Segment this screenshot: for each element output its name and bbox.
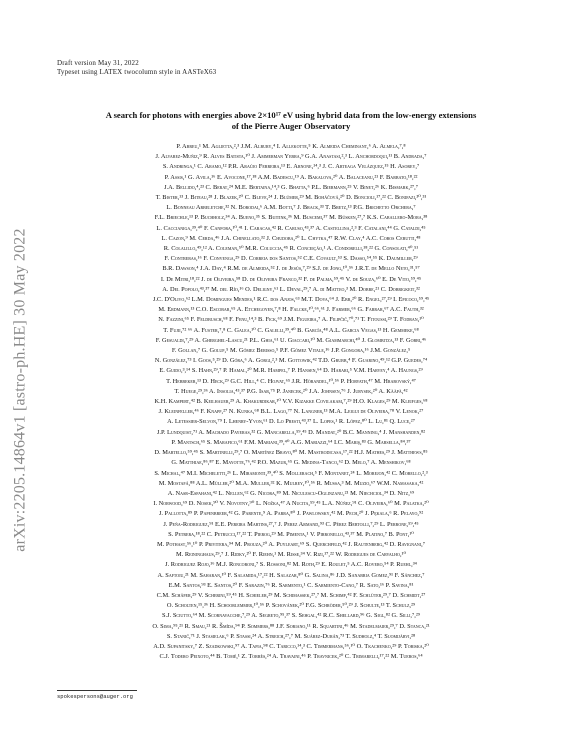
author-line: M. Pothast,⁵⁶,¹⁰ P. Privitera,⁹⁴ M. Prouza,²⁰ A. Puyleart,⁶⁹ S. Querchfeld,⁴² J. Rautenberg,⁴² D. Ravignani,⁷ xyxy=(157,540,425,548)
author-line: O. Sima,⁹⁵,²¹ R. Smau,²¹ R. Šmída,⁹⁴ P. Sommers,⁸⁸ J.F. Soriano,¹¹ R. Squartini,⁴⁶ M. Stadelmaier,²⁹,⁷ D. Stanca,²¹ xyxy=(152,622,430,630)
footnote-email: spokespersons@auger.org xyxy=(57,693,133,700)
author-line: G. Matthiae,⁸⁶,⁸⁷ E. Mayotte,⁷⁶,⁴² P.O. Mazur,⁶⁵ G. Medina-Tanco,⁶² D. Melo,⁷ A. Menshikov,⁶⁸ xyxy=(171,459,411,467)
author-line: S. Andringa,¹ C. Aramo,¹² P.R. Araújo Ferreira,¹³ E. Arnone,¹⁴,³ J. C. Arteaga Velázquez,¹⁵ H. Asorey,⁷ xyxy=(162,163,420,171)
author-line: J. Kleinfeller,⁴⁶ F. Knapp,²⁷ N. Kunka,⁶⁸ B.L. Lago,⁷⁷ N. Langner,¹³ M.A. Leigui de Oliveira,⁷⁸ V. Lenok,²⁷ xyxy=(158,408,424,416)
author-line: F.L. Briechle,¹³ P. Buchholz,³⁴ A. Bueno,³⁵ S. Buitink,³⁶ M. Buscemi,³⁷ M. Büsken,²⁷,⁷ K.S. Caballero-Mora,³⁸ xyxy=(154,214,428,222)
author-line: N. González,⁷³ I. Goos,⁵,²⁹ D. Góra,⁶ A. Gorgi,²,³ M. Gottowik,⁴² T.D. Grubb,⁴ F. Guarino,⁴⁹,¹² G.P. Guedes,⁷⁴ xyxy=(154,357,428,365)
author-line: T. Fujii,⁷² ⁶⁶ A. Fuster,⁷,⁸ C. Galea,¹⁰ C. Galelli,³⁹,⁴⁰ B. García,⁴⁸ A.L. Garcia Vegas,¹³ H. Gemmeke,⁶⁸ xyxy=(163,326,419,334)
author-line: S. Petrera,¹⁸,²² C. Petrucci,¹⁷,²² T. Pierog,²⁹ M. Pimenta,¹ V. Pirronello,⁴³,³⁷ M. Platino,⁷ B. Pont,¹⁰ xyxy=(168,530,414,538)
author-line: S. Michal,⁴⁷ M.I. Micheletti,²⁶ L. Miramonti,³⁹,⁴⁰ S. Mollerach,⁵ F. Montanet,²⁴ L. Morejon,⁴² C. Morello,²,³ xyxy=(154,469,428,477)
author-line: M. Mostafá,⁸⁸ A.L. Müller,²⁰ M.A. Muller,³² K. Mulrey,¹⁰,⁵⁶ R. Mussa,³ M. Muzio,⁶⁷ W.M. Namasaka,⁴² xyxy=(158,479,424,487)
author-line: F. Gesualdi,⁷,²⁹ A. Gherghel-Lascu,²¹ P.L. Ghia,⁶¹ U. Giaccari,¹⁰ M. Giammarchi,⁴⁰ J. Glombitza,¹³ F. Gobbi,⁴⁶ xyxy=(155,336,427,344)
author-line: J.C. D'Olivo,⁶² L.M. Domingues Mendes,¹ R.C. dos Anjos,⁶³ M.T. Dova,⁶⁴ J. Ebr,²⁰ R. Engel,²⁷,²⁹ I. Epicoco,⁵⁹,⁴⁵ xyxy=(152,296,430,304)
author-line: A. Nasr-Esfahani,⁴² L. Nellen,⁶² G. Nicora,⁸⁹ M. Niculescu-Oglinzanu,²¹ M. Niechciol,³⁴ D. Nitz,⁶⁹ xyxy=(167,489,415,497)
author-line: A. Letessier-Selvon,⁷⁹ I. Lhenry-Yvon,⁶¹ D. Lo Presti,⁴³,³⁷ L. Lopes,¹ R. López,⁸⁰ L. Lu,⁸¹ Q. Luce,²⁷ xyxy=(167,418,415,426)
author-list xyxy=(52,142,530,662)
author-line: L. Bonneau Arbeletche,³² N. Borodai,⁶ A.M. Botti,⁷ J. Brack,³³ T. Bretz,¹³ P.G. Brichetto Orchera,⁷ xyxy=(166,204,416,212)
author-line: A. Saftoiu,²¹ M. Saharan,¹⁰ F. Salamida,¹⁷,²² H. Salazar,⁸⁰ G. Salina,⁸⁶ J.D. Sanabria Gomez,⁹¹ F. Sánchez,⁷ xyxy=(157,571,425,579)
author-line: J. Pallotta,⁸⁹ P. Papenbreer,⁴² G. Parente,⁹ A. Parra,⁸⁰ J. Pawlowsky,⁴² M. Pech,²⁰ J. Pękala,⁶ R. Pelayo,⁹² xyxy=(158,510,424,518)
author-line: S. Stanič,⁷¹ J. Stasielak,⁶ P. Stassi,²⁴ A. Streich,²⁷,⁷ M. Suárez-Durán,⁷³ T. Sudholz,⁴ T. Suomijärvi,²⁸ xyxy=(166,632,416,640)
author-line: F. Contreras,¹⁶ F. Convenga,²⁹ D. Correia dos Santos,⁵² C.E. Covault,⁵³ S. Dasso,⁵⁴,⁵⁵ K. Daumiller,²⁹ xyxy=(164,255,418,263)
author-line: P. Abreu,¹ M. Aglietta,²,³ J.M. Albury,⁴ I. Allekotte,⁵ K. Almeida Cheminant,⁶ A. Almela,⁷,⁸ xyxy=(176,143,406,150)
author-line: I. Norwood,⁶⁹ D. Nosek,⁹⁰ V. Novotny,⁹⁰ L. Nožka,⁴⁷ A Nucita,⁵⁹,⁴⁵ L.A. Núñez,⁹¹ C. Oliveira,⁶⁰ M. Palatka,²⁰ xyxy=(153,500,429,508)
author-line: C.J. Todero Peixoto,⁴⁴ B. Tomé,¹ Z. Torrès,²⁴ A. Travaini,⁴⁶ P. Travnicek,²⁰ C. Trimarelli,¹⁷,²² M. Tueros,⁶⁴ xyxy=(159,653,423,661)
author-line: M. Reininghaus,²⁹,⁷ J. Ridky,²⁰ F. Riehn,¹ M. Risse,³⁴ V. Rizi,¹⁷,²² W. Rodrigues de Carvalho,¹⁰ xyxy=(175,551,407,559)
draft-version-line: Draft version May 31, 2022 xyxy=(57,59,139,67)
author-line: S.J. Sciutto,⁶⁴ M. Scornavacche,⁷,²⁹ A. Segreto,⁹⁵,³⁷ S. Sehgal,⁴² R.C. Shellard,⁹⁶ G. Sigl,⁸² G. Silli,⁷,²⁹ xyxy=(162,612,420,620)
author-line: T. Huege,²⁹,³⁶ A. Insolia,⁴³,³⁷ P.G. Isar,⁷⁵ P. Janecek,²⁰ J.A. Johnsen,⁷⁶ J. Jurysek,²⁰ A. Kääpä,⁴² xyxy=(174,387,408,395)
typeset-line: Typeset using LATEX twocolumn style in AASTeX63 xyxy=(57,68,217,76)
author-line: M. Erdmann,¹³ C.O. Escobar,⁶⁵ A. Etchegoyen,⁷,⁸ H. Falcke,¹⁰,⁶⁶,⁶¹ J. Farmer,⁶⁶ G. Farrar,⁶⁷ A.C. Fauth,³² xyxy=(158,306,424,314)
author-line: A.D. Supanitsky,⁷ Z. Szadkowski,⁹⁷ A. Tapia,⁹⁸ C. Taricco,¹⁴,³ C. Timmermans,⁵⁶,¹⁰ O. Tkachenko,²⁹ P. Tobiska,²⁰ xyxy=(153,642,429,650)
author-line: T. Bister,¹³ J. Biteau,²⁸ J. Blazek,²⁰ C. Bleve,²⁴ J. Blümer,²⁹ M. Boháčová,²⁰ D. Boncioli,¹⁷,²² C. Bonifazi,³⁰,³¹ xyxy=(155,194,427,202)
author-line: C.M. Schäfer,²⁹ V. Scherini,⁵⁹,⁴⁵ H. Schieler,²⁹ M. Schimassek,²⁷,⁷ M. Schimp,⁴² F. Schlüter,²⁹,⁷ D. Schmidt,²⁷ xyxy=(156,591,426,599)
author-line: P. Assis,¹ G. Avila,¹⁶ E. Avocone,¹⁷,¹⁸ A.M. Badescu,¹⁹ A. Bakalova,²⁰ A. Balaceanu,²¹ F. Barbato,¹⁸,²² xyxy=(164,173,418,181)
author-line: N. Fazzini,⁶⁵ F. Feldbusch,⁶⁸ F. Fenu,¹⁴,³ B. Fick,⁶⁹ J.M. Figueira,⁷ A. Filipčič,⁷⁰,⁷¹ T. Fitoussi,²⁹ T. Fodran,¹⁰ xyxy=(158,316,424,324)
author-line: L. Cazon,⁹ M. Cerda,⁴⁶ J.A. Chinellato,³² J. Chudoba,²⁰ L. Chytka,⁴⁷ R.W. Clay,⁴ A.C. Cobos Cerutti,⁴⁸ xyxy=(161,234,421,242)
author-line: D. Martello,⁵⁹,⁴⁵ S. Martinelli,²⁹,⁷ O. Martínez Bravo,⁸⁰ M. Mastrodicasa,¹⁷,²² H.J. Mathes,²⁹ J. Matthews,⁸⁵ xyxy=(154,449,428,457)
author-line: B.R. Dawson,⁴ J.A. Day,⁴ R.M. de Almeida,⁵² J. de Jesús,⁷,²⁹ S.J. de Jong,¹⁰,⁵⁶ J.R.T. de Mello Neto,³¹,⁵⁷ xyxy=(162,265,420,273)
author-line: O. Scholten,¹⁵,³⁶ H. Schoorlemmer,¹⁰,⁵⁶ P. Schovánek,²⁰ F.G. Schröder,⁵⁰,²⁹ J. Schulte,¹³ T. Schulz,²⁹ xyxy=(166,602,416,610)
author-line: I. De Mitri,¹⁸,²² J. de Oliveira,⁵⁸ D. de Oliveira Franco,³² F. de Palma,⁵⁹,⁴⁵ V. de Souza,⁶⁰ E. De Vito,⁵⁹,⁴⁵ xyxy=(160,275,422,283)
author-line: J.A. Bellido,⁴,²³ C. Berat,²⁴ M.E. Bertaina,¹⁴,³ G. Bhatta,⁶ P.L. Biermann,²⁵ V. Binet,²⁶ K. Bismark,²⁷,⁷ xyxy=(164,183,418,191)
author-line: J.P. Lundquist,⁷¹ A. Machado Payeras,³² G. Mancarella,⁵⁹,⁴⁵ D. Mandat,²⁰ B.C. Manning,⁴ J. Manshanden,⁸² xyxy=(156,428,426,436)
author-line: K.H. Kampert,⁴² B. Keilhauer,²⁹ A. Khakurdikar,¹⁰ V.V. Kizakke Covilakam,⁷,²⁹ H.O. Klages,²⁹ M. Kleifges,⁶⁸ xyxy=(154,398,428,406)
author-line: T. Hebbeker,¹³ D. Heck,²⁹ G.C. Hill,⁴ C. Hojvat,⁶⁵ J.R. Hörandel,¹⁰,⁵⁶ P. Horvath,⁴⁷ M. Hrabovský,⁴⁷ xyxy=(166,377,416,385)
preprint-header xyxy=(57,59,216,77)
title-line-1: A search for photons with energies above 2×10¹⁷ eV using hybrid data from the low-energy extensions xyxy=(105,110,477,120)
author-line: A. Del Popolo,⁴³,³⁷ M. del Río,¹⁶ O. Deligny,⁶¹ L. Deval,²⁹,⁷ A. di Matteo,³ M. Dobre,²¹ C. Dobrigkeit,³² xyxy=(162,285,420,293)
author-line: E.M. Santos,⁹³ E. Santos,²⁰ F. Sarazin,⁷⁶ R. Sarmento,¹ C. Sarmiento-Cano,⁷ R. Sato,¹⁶ P. Savina,⁸¹ xyxy=(168,581,414,589)
author-line: R. Colalillo,⁴⁹,¹² A. Coleman,⁵⁰ M.R. Coluccia,⁴⁵ R. Conceição,¹ A. Condorelli,¹⁸,²² G. Consolati,⁴⁰,⁵¹ xyxy=(163,245,419,253)
paper-title xyxy=(52,110,530,132)
arxiv-id: arXiv:2205.14864v1 [astro-ph.HE] 30 May 2022 xyxy=(12,228,30,552)
author-line: F. Gollan,⁷ G. Golup,⁵ M. Gómez Berisso,⁵ P.F. Gómez Vitale,¹⁶ J.P. Gongora,¹⁶ J.M. González,⁵ xyxy=(171,347,411,355)
author-line: E. Guido,³,¹⁴ S. Hahn,²⁹,⁷ P. Hamal,²⁰ M.R. Hampel,⁷ P. Hansen,⁶⁴ D. Harari,⁵ V.M. Harvey,⁴ A. Haungs,²⁹ xyxy=(159,367,423,375)
title-line-2: of the Pierre Auger Observatory xyxy=(231,121,351,131)
author-line: P. Mantsch,⁶⁵ S. Marafico,⁶¹ F.M. Mariani,³⁹,⁴⁰ A.G. Mariazzi,⁶⁴ I.C. Mariş,⁸³ G. Marsella,⁸⁴,³⁷ xyxy=(171,438,411,446)
arxiv-stamp xyxy=(10,180,32,600)
author-line: J. Alvarez-Muñiz,⁹ R. Alves Batista,¹⁰ J. Ammerman Yebra,⁹ G.A. Anastasi,²,³ L. Anchordoqui,¹¹ B. Andrada,⁷ xyxy=(155,153,427,161)
footnote-rule xyxy=(57,690,137,691)
author-line: J. Peña-Rodriguez,⁹¹ E.E. Pereira Martins,²⁷,⁷ J. Perez Armand,⁹³ C. Pérez Bertolli,⁷,²⁹ L. Perrone,⁵⁹,⁴⁵ xyxy=(163,520,419,528)
author-line: J. Rodriguez Rojo,¹⁶ M.J. Roncoroni,⁷ S. Rossoni,⁸² M. Roth,²⁹ E. Roulet,⁵ A.C. Rovero,⁵⁴ P. Ruehl,³⁴ xyxy=(165,561,417,569)
author-line: L. Caccianiga,³⁹,⁴⁰ F. Canfora,¹⁰,⁴¹ I. Caracas,⁴² R. Caruso,⁴³,³⁷ A. Castellina,²,³ F. Catalani,⁴⁴ G. Cataldi,⁴⁵ xyxy=(156,224,426,232)
